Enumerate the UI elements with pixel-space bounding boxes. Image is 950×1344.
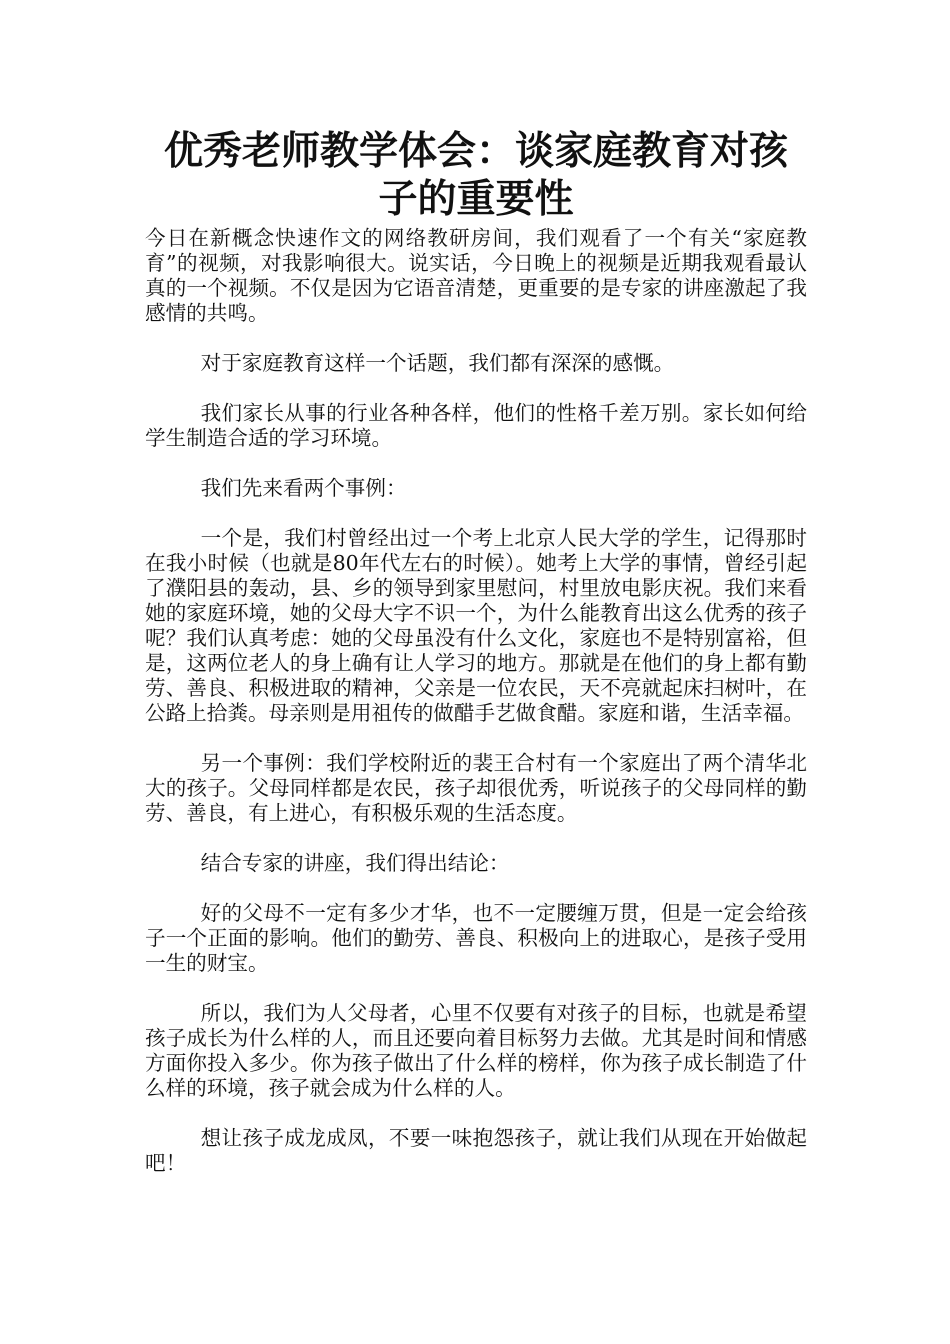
paragraph-advice: 所以，我们为人父母者，心里不仅要有对孩子的目标，也就是希望孩子成长为什么样的人，而且还要向着目标努力去做。尤其是时间和情感方面你投入多少。你为孩子做出了什么样的榜样，你为孩子成长制造了什么样的环境，孩子就会成为什么样的人。: [145, 1001, 807, 1100]
paragraph-topic: 对于家庭教育这样一个话题，我们都有深深的感慨。: [200, 351, 675, 375]
paragraph-examples-intro: 我们先来看两个事例：: [200, 476, 407, 500]
document-page: [145, 128, 807, 1176]
paragraph-example-two: 另一个事例：我们学校附近的裴王合村有一个家庭出了两个清华北大的孩子。父母同样都是农民，孩子却很优秀，听说孩子的父母同样的勤劳、善良，有上进心，有积极乐观的生活态度。: [145, 751, 807, 825]
paragraph-example-one: 一个是，我们村曾经出过一个考上北京人民大学的学生，记得那时在我小时候（也就是80年代左右的时候）。她考上大学的事情，曾经引起了濮阳县的轰动，县、乡的领导到家里慰问，村里放电影庆祝。我们来看她的家庭环境，她的父母大字不识一个，为什么能教育出这么优秀的孩子呢？我们认真考虑：她的父母虽没有什么文化，家庭也不是特别富裕，但是，这两位老人的身上确有让人学习的地方。那就是在他们的身上都有勤劳、善良、积极进取的精神，父亲是一位农民，天不亮就起床扫树叶，在公路上拾粪。母亲则是用祖传的做醋手艺做食醋。家庭和谐，生活幸福。: [145, 526, 807, 725]
paragraph-conclusion: 好的父母不一定有多少才华，也不一定腰缠万贯，但是一定会给孩子一个正面的影响。他们的勤劳、善良、积极向上的进取心，是孩子受用一生的财宝。: [145, 901, 807, 975]
paragraph-conclusion-intro: 结合专家的讲座，我们得出结论：: [200, 851, 510, 875]
document-title: 优秀老师教学体会：谈家庭教育对孩子的重要性: [163, 129, 788, 222]
paragraph-closing: 想让孩子成龙成凤，不要一味抱怨孩子，就让我们从现在开始做起吧！: [145, 1126, 807, 1175]
document-body: [145, 226, 807, 1176]
paragraph-parents: 我们家长从事的行业各种各样，他们的性格千差万别。家长如何给学生制造合适的学习环境。: [145, 401, 807, 450]
paragraph-intro: 今日在新概念快速作文的网络教研房间，我们观看了一个有关“家庭教育”的视频，对我影响很大。说实话，今日晚上的视频是近期我观看最认真的一个视频。不仅是因为它语音清楚，更重要的是专家的讲座激起了我感情的共鸣。: [145, 226, 807, 325]
